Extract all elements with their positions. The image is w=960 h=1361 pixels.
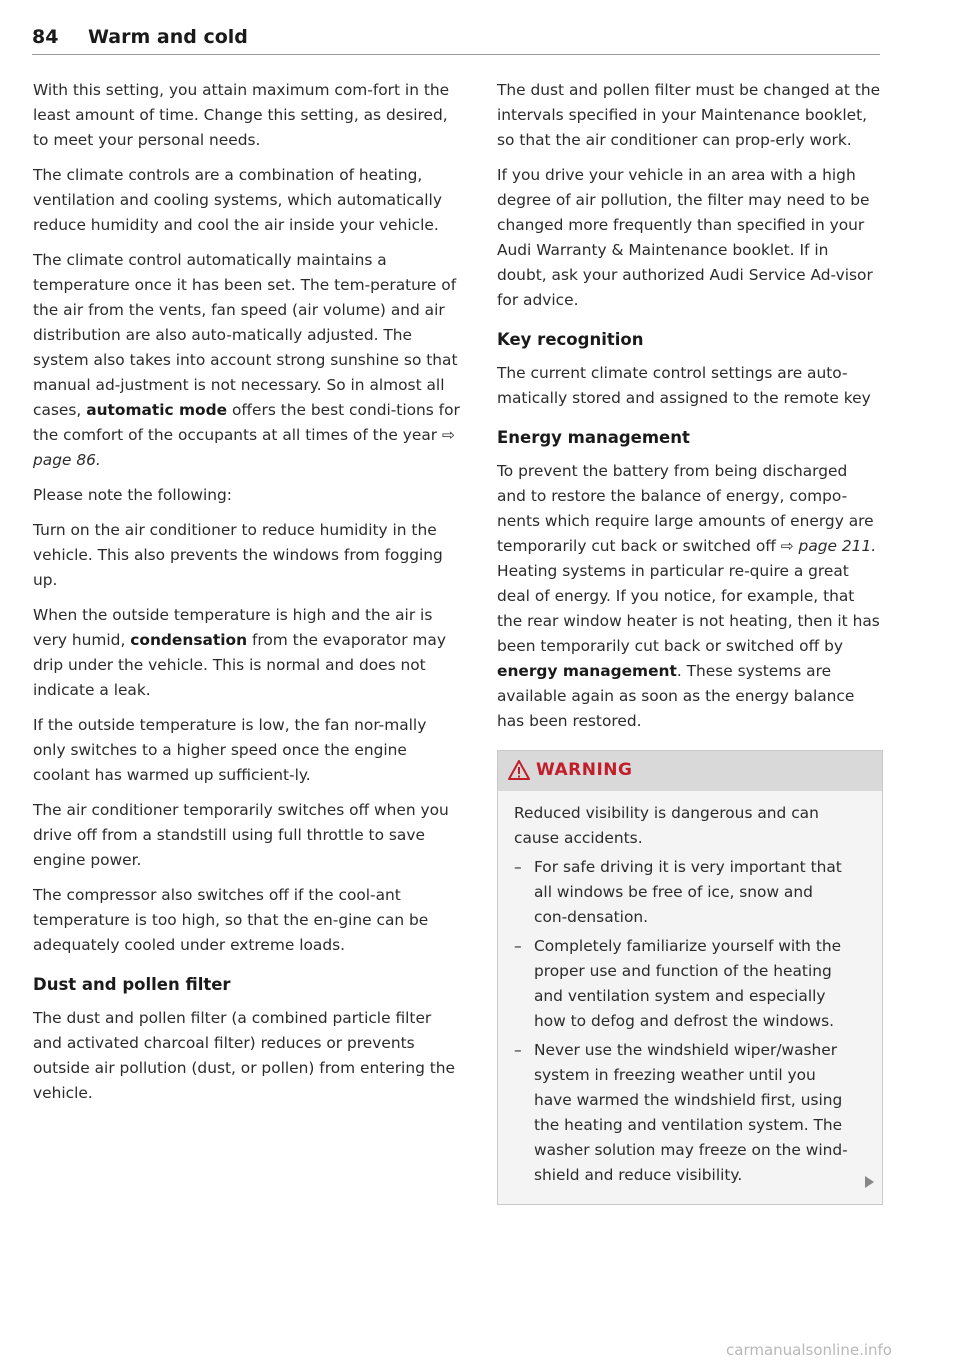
warning-body: [498, 791, 882, 1204]
paragraph: The air conditioner temporarily switches off when you drive off from a standstill using full throttle to save engine power.: [33, 801, 449, 869]
header-divider: [32, 54, 880, 55]
paragraph: [497, 459, 881, 734]
bold-term: energy management: [497, 662, 677, 680]
warning-header: [498, 751, 882, 791]
text-run: . These systems are available again as soon as the energy balance has been restored.: [497, 662, 855, 730]
warning-list: [514, 855, 848, 1188]
paragraph: [33, 603, 461, 703]
subheading-dust-pollen-filter: Dust and pollen filter: [33, 975, 231, 994]
warning-box: [497, 750, 883, 1205]
paragraph: With this setting, you attain maximum com-fort in the least amount of time. Change this setting, as desired, to meet your personal needs.: [33, 81, 450, 149]
right-column: [497, 78, 881, 1205]
list-item: – For safe driving it is very important that all windows be free of ice, snow and con-densation.: [514, 855, 848, 930]
watermark: carmanualsonline.info: [726, 1341, 892, 1359]
list-item: – Never use the windshield wiper/washer system in freezing weather until you have warmed the windshield first, using the heating and ventilation system. The washer solution may freeze on the wind-shield and reduce visibility.: [514, 1038, 848, 1188]
subheading-key-recognition: Key recognition: [497, 330, 644, 349]
paragraph: If the outside temperature is low, the fan nor-mally only switches to a higher speed once the engine coolant has warmed up sufficient-ly.: [33, 716, 427, 784]
paragraph: The climate controls are a combination of heating, ventilation and cooling systems, which automatically reduce humidity and cool the air inside your vehicle.: [33, 166, 442, 234]
page-number: 84: [32, 26, 59, 48]
page-reference-link[interactable]: ⇨ page 211.: [780, 537, 877, 555]
paragraph: The compressor also switches off if the cool-ant temperature is too high, so that the en-gine can be adequately cooled under extreme loads.: [33, 886, 429, 954]
subheading-energy-management: Energy management: [497, 428, 690, 447]
paragraph: If you drive your vehicle in an area with a high degree of air pollution, the filter may need to be changed more frequently than specified in your Audi Warranty & Maintenance booklet. If in doubt, ask your authorized Audi Service Ad-visor for advice.: [497, 166, 873, 309]
text-run: Heating systems in particular re-quire a great deal of energy. If you notice, for example, that the rear window heater is not heating, then it has been temporarily cut back or switched off by: [497, 562, 880, 655]
left-column: [33, 78, 461, 1116]
list-item: – Completely familiarize yourself with the proper use and function of the heating and ventilation system and especially how to defog and defrost the windows.: [514, 934, 848, 1034]
warning-intro: Reduced visibility is dangerous and can cause accidents.: [514, 804, 819, 847]
paragraph: Please note the following:: [33, 486, 232, 504]
text-run: To prevent the battery from being discharged and to restore the balance of energy, compo-nents which require large amounts of energy are temporarily cut back or switched off: [497, 462, 874, 555]
section-title: Warm and cold: [88, 26, 248, 48]
paragraph: The dust and pollen filter (a combined particle filter and activated charcoal filter) reduces or prevents outside air pollution (dust, or pollen) from entering the vehicle.: [33, 1009, 455, 1102]
warning-triangle-icon: [508, 760, 530, 780]
text-run: offers the best condi-tions for the comfort of the occupants at all times of the year: [33, 401, 460, 444]
paragraph: Turn on the air conditioner to reduce humidity in the vehicle. This also prevents the windows from fogging up.: [33, 521, 443, 589]
text-run: The climate control automatically maintains a temperature once it has been set. The tem-perature of the air from the vents, fan speed (air volume) and air distribution are also auto-matically adjusted. The system also takes into account strong sunshine so that manual ad-justment is not necessary. So in almost all cases,: [33, 251, 458, 419]
text-run: When the outside temperature is high and the air is very humid,: [33, 606, 433, 649]
bold-term: automatic mode: [86, 401, 228, 419]
paragraph: [33, 248, 461, 473]
bold-term: condensation: [130, 631, 248, 649]
warning-title: WARNING: [536, 760, 633, 780]
paragraph: The dust and pollen filter must be changed at the intervals specified in your Maintenance booklet, so that the air conditioner can prop-erly work.: [497, 81, 881, 149]
page-header: [32, 26, 880, 56]
text-run: from the evaporator may drip under the vehicle. This is normal and does not indicate a leak.: [33, 631, 446, 699]
page-reference-link[interactable]: ⇨ page 86.: [33, 426, 455, 469]
continue-arrow-icon[interactable]: [865, 1176, 874, 1188]
paragraph: The current climate control settings are auto-matically stored and assigned to the remote key: [497, 364, 871, 407]
